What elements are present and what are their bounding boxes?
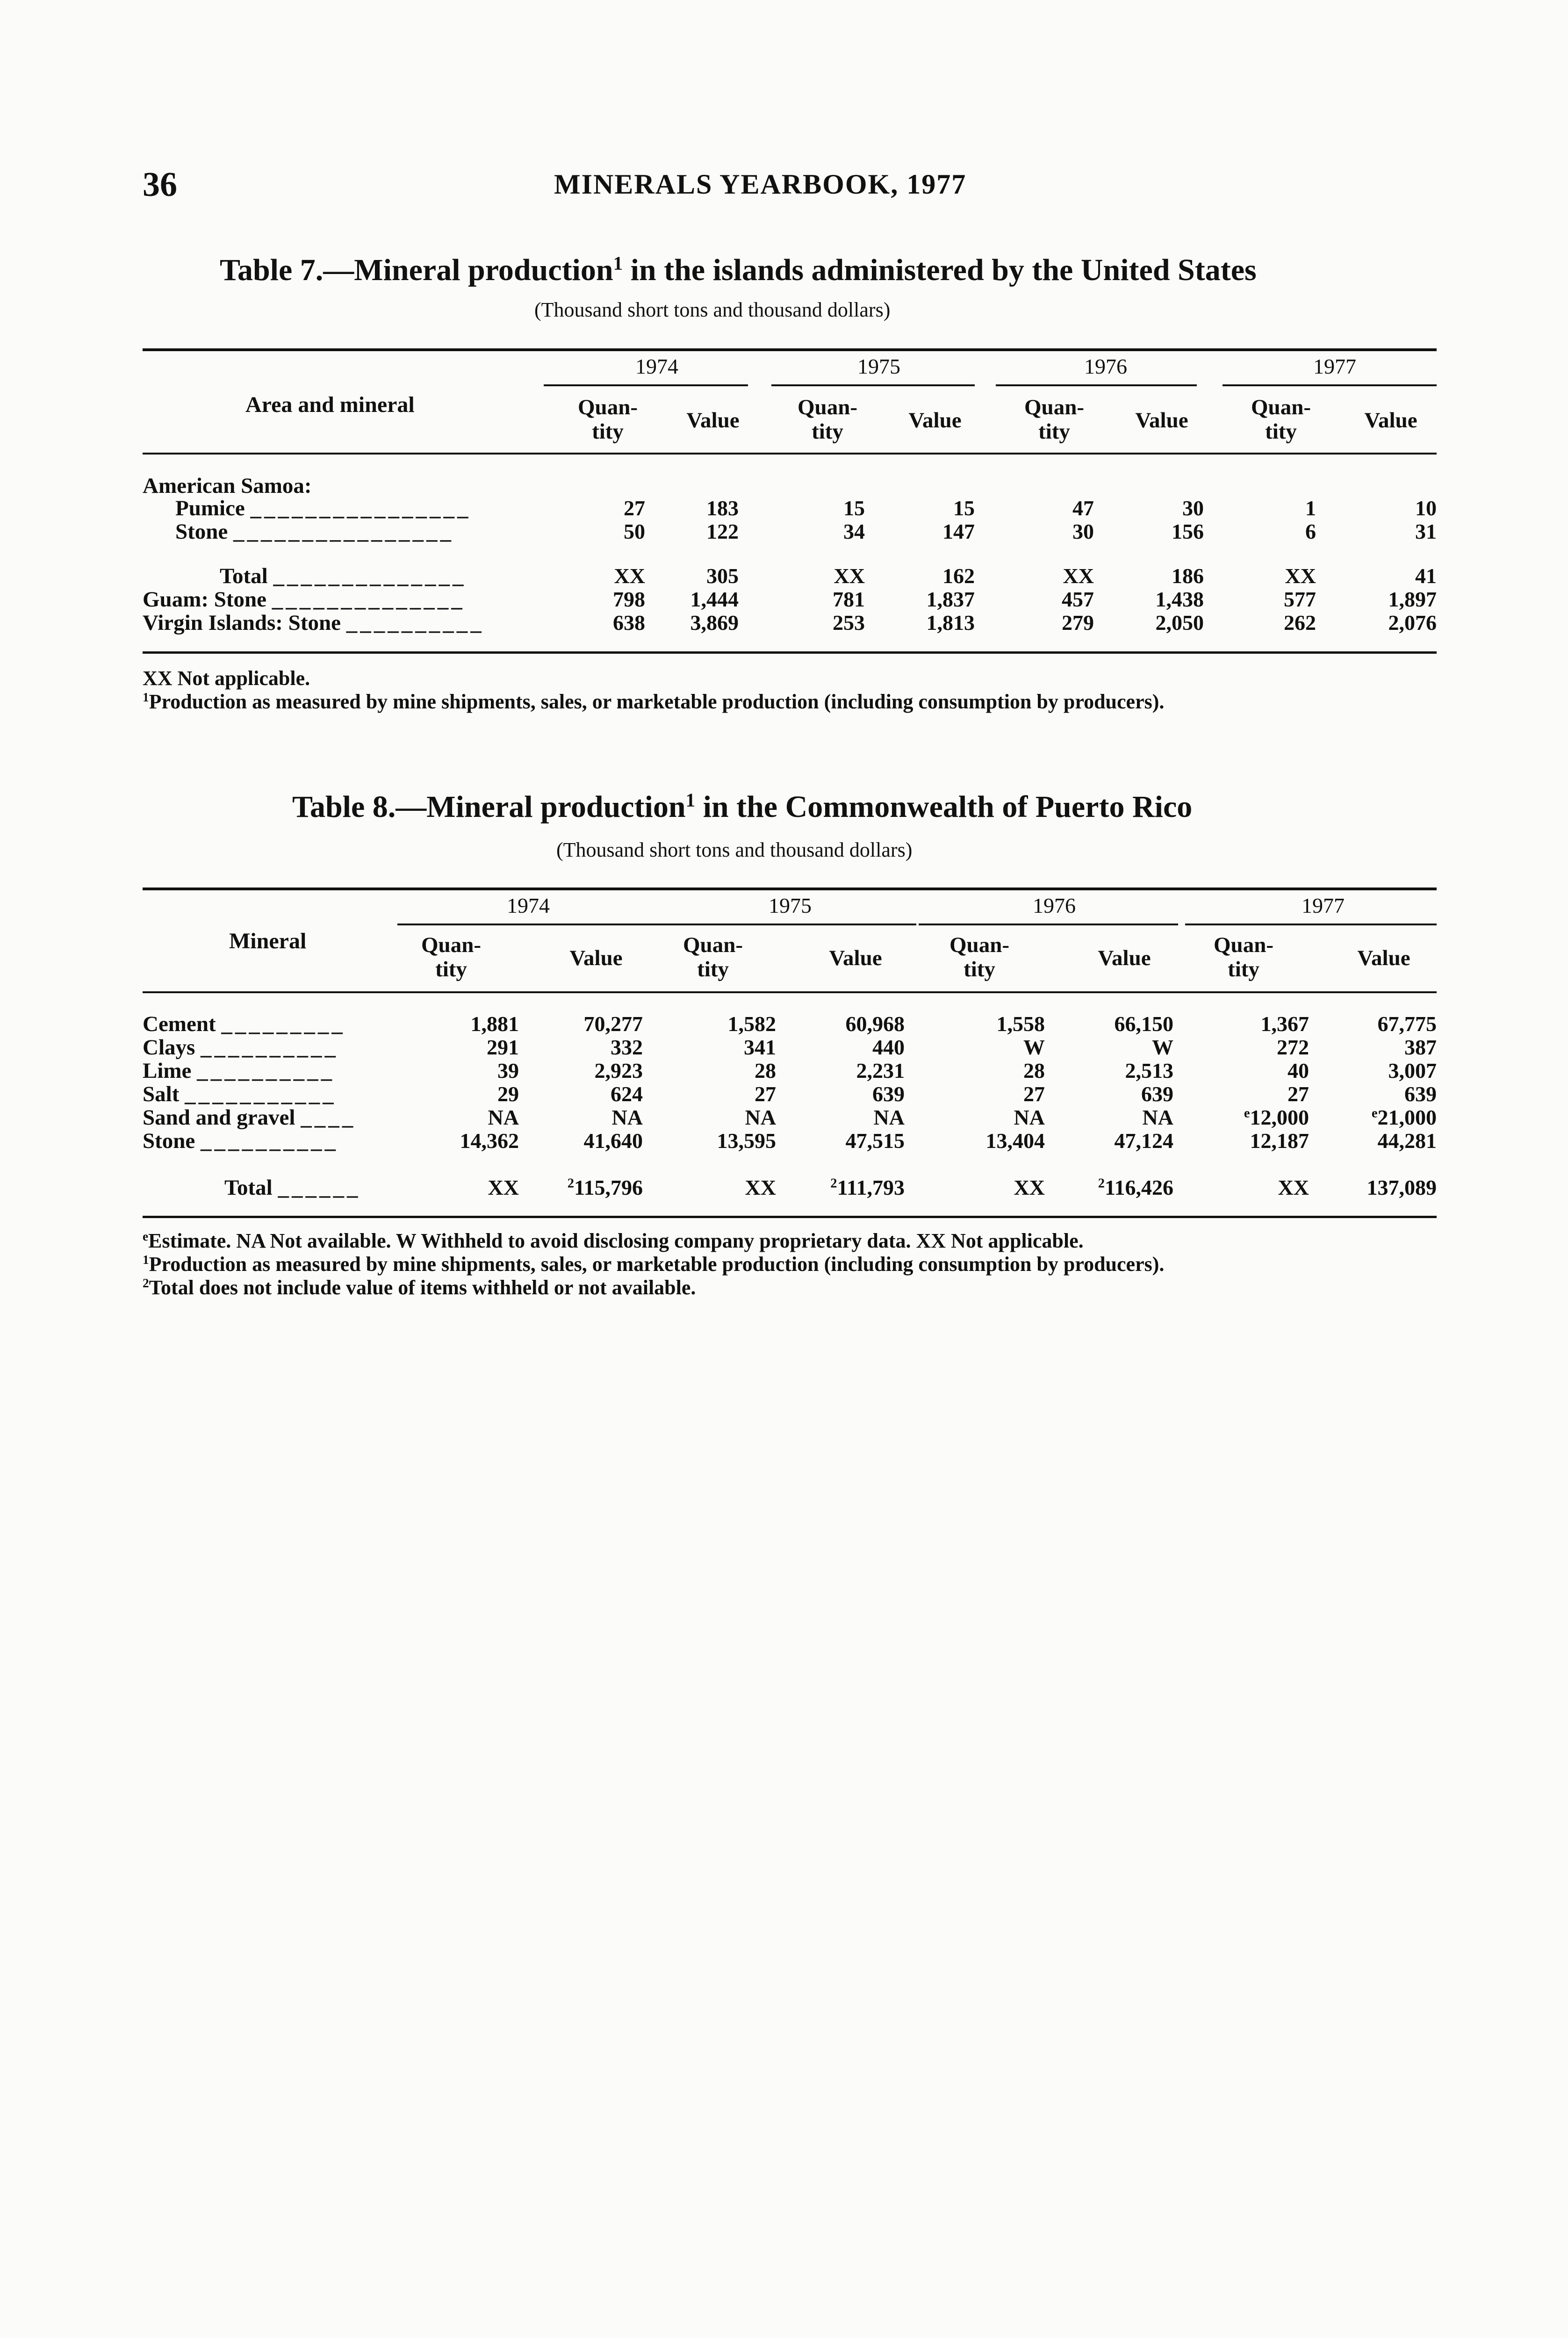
cell-text: 639 bbox=[1141, 1082, 1173, 1106]
table7-title: Table 7.—Mineral production$^1$ in the islands administered by the United States bbox=[220, 253, 1257, 287]
cell-value bbox=[1296, 519, 1437, 544]
cell-value bbox=[764, 1175, 905, 1200]
column-header-value: Value bbox=[1135, 408, 1188, 433]
cell-text: 781 bbox=[833, 587, 865, 611]
column-header-value: Value bbox=[686, 408, 740, 433]
cell-value bbox=[1033, 1175, 1173, 1200]
leader-dots: ____ bbox=[301, 1105, 356, 1130]
cell-quantity bbox=[636, 1128, 776, 1153]
cell-text: 13,404 bbox=[985, 1129, 1045, 1153]
cell-text: 577 bbox=[1284, 587, 1316, 611]
cell-value bbox=[503, 1105, 643, 1130]
cell-value bbox=[503, 1175, 643, 1200]
cell-text: 332 bbox=[611, 1035, 643, 1059]
cell-quantity bbox=[1169, 1175, 1309, 1200]
cell-value bbox=[1296, 1082, 1437, 1106]
table7-year-1976: 1976 bbox=[1084, 354, 1127, 378]
table8-year-rule bbox=[1185, 924, 1437, 925]
table8-bottom-rule bbox=[143, 1216, 1437, 1218]
cell-value bbox=[598, 587, 739, 612]
cell-value bbox=[598, 610, 739, 635]
column-header-quantity: Quan- tity bbox=[683, 933, 743, 981]
cell-text: XX bbox=[1278, 1176, 1309, 1199]
table7-subtitle: (Thousand short tons and thousand dollars) bbox=[534, 298, 891, 321]
cell-text: 3,869 bbox=[690, 611, 739, 635]
cell-value bbox=[503, 1082, 643, 1106]
leader-dots: ________________ bbox=[250, 496, 471, 520]
cell-text: 122 bbox=[706, 520, 739, 543]
table8-year-rule bbox=[919, 924, 1178, 925]
cell-text: 1,367 bbox=[1260, 1012, 1309, 1036]
cell-text: XX bbox=[614, 564, 645, 588]
row-label-text: Sand and gravel bbox=[143, 1105, 295, 1130]
table8-year-1975: 1975 bbox=[769, 894, 812, 917]
column-header-quantity: Quan- tity bbox=[798, 395, 857, 444]
cell-text: 10 bbox=[1415, 496, 1437, 520]
running-head: MINERALS YEARBOOK, 1977 bbox=[554, 169, 967, 200]
cell-quantity bbox=[379, 1175, 519, 1200]
table8-stub-header: Mineral bbox=[229, 929, 307, 953]
cell-text: 12,187 bbox=[1250, 1129, 1309, 1153]
cell-quantity bbox=[636, 1011, 776, 1036]
table8-row-label bbox=[143, 1128, 338, 1154]
cell-text: 31 bbox=[1415, 520, 1437, 543]
table8-title: Table 8.—Mineral production$^1$ in the Commonwealth of Puerto Rico bbox=[292, 789, 1193, 824]
cell-text: 60,968 bbox=[845, 1012, 905, 1036]
cell-quantity bbox=[1169, 1058, 1309, 1083]
column-header-value: Value bbox=[829, 946, 882, 970]
cell-quantity bbox=[636, 1082, 776, 1106]
table7-row-label bbox=[143, 610, 484, 635]
cell-quantity bbox=[636, 1058, 776, 1083]
cell-quantity bbox=[905, 1105, 1045, 1130]
table8-year-1977: 1977 bbox=[1302, 894, 1345, 917]
table8-row-label bbox=[143, 1035, 338, 1060]
table7-year-rule bbox=[1223, 384, 1437, 386]
cell-text: 13,595 bbox=[717, 1129, 776, 1153]
column-header-quantity: Quan- tity bbox=[421, 933, 481, 981]
cell-quantity bbox=[1169, 1011, 1309, 1036]
leader-dots: _________ bbox=[221, 1012, 345, 1036]
table7-year-rule bbox=[771, 384, 975, 386]
cell-quantity bbox=[636, 1175, 776, 1200]
cell-value bbox=[764, 1035, 905, 1060]
table7-row-label bbox=[175, 519, 454, 544]
cell-text: 440 bbox=[872, 1035, 905, 1059]
cell-value bbox=[1033, 1058, 1173, 1083]
cell-text: NA bbox=[1014, 1105, 1045, 1129]
cell-text: 639 bbox=[1404, 1082, 1437, 1106]
cell-text: 39 bbox=[497, 1059, 519, 1082]
row-label-text: Total bbox=[224, 1176, 273, 1200]
leader-dots: __________ bbox=[346, 611, 484, 635]
cell-text: 272 bbox=[1277, 1035, 1309, 1059]
cell-value bbox=[598, 496, 739, 520]
table8-year-1974: 1974 bbox=[507, 894, 550, 917]
cell-value bbox=[598, 519, 739, 544]
cell-text: 2,231 bbox=[856, 1059, 905, 1082]
cell-text: 40 bbox=[1287, 1059, 1309, 1082]
table8-header-rule bbox=[143, 991, 1437, 993]
cell-value bbox=[1296, 1175, 1437, 1200]
cell-quantity bbox=[1169, 1082, 1309, 1106]
cell-text: 1,438 bbox=[1155, 587, 1204, 611]
table8-note-1: $^e$Estimate. NA Not available. W Withheld to avoid disclosing company proprietary data. XX Not applicable. bbox=[143, 1229, 1084, 1252]
cell-quantity bbox=[636, 1105, 776, 1130]
cell-value bbox=[1296, 1128, 1437, 1153]
cell-text: 183 bbox=[706, 496, 739, 520]
cell-quantity bbox=[636, 1035, 776, 1060]
cell-text: 15 bbox=[843, 496, 865, 520]
table8-top-rule bbox=[143, 888, 1437, 890]
cell-text: 341 bbox=[744, 1035, 776, 1059]
cell-quantity bbox=[1169, 1128, 1309, 1153]
cell-text: 2,050 bbox=[1155, 611, 1204, 635]
column-header-quantity: Quan- tity bbox=[1024, 395, 1084, 444]
table8-row-label bbox=[143, 1011, 345, 1037]
table7-year-1977: 1977 bbox=[1313, 354, 1356, 378]
cell-quantity bbox=[905, 1128, 1045, 1153]
cell-text: 798 bbox=[613, 587, 645, 611]
cell-quantity bbox=[379, 1082, 519, 1106]
cell-text: 1,558 bbox=[996, 1012, 1045, 1036]
column-header-quantity: Quan- tity bbox=[578, 395, 638, 444]
column-header-value: Value bbox=[1357, 946, 1410, 970]
row-label-text: Total bbox=[220, 564, 268, 588]
cell-text: 15 bbox=[953, 496, 975, 520]
cell-value bbox=[764, 1058, 905, 1083]
column-header-quantity: Quan- tity bbox=[949, 933, 1009, 981]
leader-dots: ________________ bbox=[233, 520, 454, 544]
cell-value bbox=[598, 563, 739, 588]
cell-value bbox=[1296, 1035, 1437, 1060]
column-header-value: Value bbox=[569, 946, 623, 970]
cell-text: 291 bbox=[487, 1035, 519, 1059]
table8-subtitle: (Thousand short tons and thousand dollars) bbox=[556, 838, 913, 861]
cell-text: 1,897 bbox=[1388, 587, 1437, 611]
cell-text: 30 bbox=[1182, 496, 1204, 520]
cell-text: 638 bbox=[613, 611, 645, 635]
cell-quantity bbox=[1176, 496, 1316, 520]
column-header-value: Value bbox=[908, 408, 962, 433]
table7-bottom-rule bbox=[143, 651, 1437, 654]
cell-quantity bbox=[1176, 587, 1316, 612]
cell-text: 30 bbox=[1072, 520, 1094, 543]
cell-text: 50 bbox=[624, 520, 645, 543]
cell-text: NA bbox=[611, 1105, 643, 1129]
cell-value bbox=[1296, 563, 1437, 588]
row-label-text: Clays bbox=[143, 1035, 195, 1060]
cell-text: 279 bbox=[1062, 611, 1094, 635]
cell-text: 156 bbox=[1172, 520, 1204, 543]
table7-row-label bbox=[220, 563, 467, 589]
cell-text: 70,277 bbox=[583, 1012, 643, 1036]
cell-quantity bbox=[1169, 1035, 1309, 1060]
cell-text: 41 bbox=[1415, 564, 1437, 588]
cell-value bbox=[1296, 610, 1437, 635]
row-label-text: Stone bbox=[175, 520, 228, 544]
table8-row-label bbox=[143, 1058, 335, 1083]
cell-value bbox=[503, 1128, 643, 1153]
cell-value bbox=[503, 1058, 643, 1083]
table7-row-label bbox=[175, 496, 471, 521]
cell-quantity bbox=[905, 1082, 1045, 1106]
row-label-text: Virgin Islands: Stone bbox=[143, 611, 341, 635]
table7-top-rule bbox=[143, 348, 1437, 351]
cell-value bbox=[1296, 1011, 1437, 1036]
cell-text: 29 bbox=[497, 1082, 519, 1106]
table7-note-1: XX Not applicable. bbox=[143, 667, 310, 690]
table7-header-rule bbox=[143, 453, 1437, 455]
cell-text: XX bbox=[1063, 564, 1094, 588]
cell-text: NA bbox=[745, 1105, 776, 1129]
cell-text: 27 bbox=[1023, 1082, 1045, 1106]
leader-dots: __________ bbox=[197, 1059, 335, 1083]
cell-text: W bbox=[1152, 1035, 1173, 1059]
cell-text: 14,362 bbox=[460, 1129, 519, 1153]
leader-dots: __________ bbox=[201, 1035, 339, 1060]
cell-value bbox=[503, 1035, 643, 1060]
table8-note-2: $^1$Production as measured by mine shipments, sales, or marketable production (including consumption by producers). bbox=[143, 1253, 1165, 1276]
page-number: 36 bbox=[143, 166, 177, 204]
cell-text: 2,076 bbox=[1388, 611, 1437, 635]
table7-year-rule bbox=[544, 384, 748, 386]
table8-row-label bbox=[143, 1082, 337, 1107]
column-header-value: Value bbox=[1364, 408, 1417, 433]
leader-dots: __________ bbox=[201, 1129, 339, 1153]
cell-value bbox=[1033, 1035, 1173, 1060]
cell-value bbox=[1033, 1011, 1173, 1036]
cell-text: XX bbox=[488, 1176, 519, 1199]
cell-text: 457 bbox=[1062, 587, 1094, 611]
cell-footnote-mark: e bbox=[1244, 1106, 1250, 1121]
cell-quantity bbox=[379, 1058, 519, 1083]
cell-text: 67,775 bbox=[1377, 1012, 1437, 1036]
cell-quantity bbox=[905, 1175, 1045, 1200]
cell-text: 147 bbox=[942, 520, 975, 543]
cell-value bbox=[1033, 1105, 1173, 1130]
cell-text: 116,426 bbox=[1105, 1176, 1173, 1199]
cell-value bbox=[1296, 496, 1437, 520]
table7-year-rule bbox=[996, 384, 1197, 386]
column-header-value: Value bbox=[1098, 946, 1151, 970]
cell-footnote-mark: 2 bbox=[1098, 1176, 1105, 1191]
cell-text: 253 bbox=[833, 611, 865, 635]
cell-value bbox=[503, 1011, 643, 1036]
row-label-text: Lime bbox=[143, 1059, 192, 1083]
cell-text: 2,923 bbox=[594, 1059, 643, 1082]
leader-dots: ______________ bbox=[273, 564, 467, 588]
cell-text: 41,640 bbox=[583, 1129, 643, 1153]
table8-year-1976: 1976 bbox=[1033, 894, 1076, 917]
table8-note-3: $^2$Total does not include value of items withheld or not available. bbox=[143, 1276, 696, 1299]
cell-text: 1,582 bbox=[727, 1012, 776, 1036]
cell-text: 137,089 bbox=[1367, 1176, 1437, 1199]
table8-row-label bbox=[224, 1175, 361, 1200]
table8-year-rule bbox=[397, 924, 659, 925]
cell-value bbox=[764, 1128, 905, 1153]
cell-value bbox=[1296, 587, 1437, 612]
cell-text: 27 bbox=[755, 1082, 776, 1106]
table7-group-label: American Samoa: bbox=[143, 474, 312, 498]
cell-text: 1,444 bbox=[690, 587, 739, 611]
cell-quantity bbox=[1176, 563, 1316, 588]
cell-text: XX bbox=[1285, 564, 1316, 588]
cell-text: XX bbox=[745, 1176, 776, 1199]
cell-quantity bbox=[379, 1011, 519, 1036]
cell-quantity bbox=[379, 1128, 519, 1153]
cell-quantity bbox=[379, 1105, 519, 1130]
cell-text: 1 bbox=[1305, 496, 1316, 520]
cell-text: 28 bbox=[755, 1059, 776, 1082]
cell-quantity bbox=[905, 1035, 1045, 1060]
table7-year-1974: 1974 bbox=[635, 354, 678, 378]
cell-text: 44,281 bbox=[1377, 1129, 1437, 1153]
cell-text: 66,150 bbox=[1114, 1012, 1173, 1036]
table8-year-rule bbox=[655, 924, 916, 925]
row-label-text: Cement bbox=[143, 1012, 216, 1036]
cell-text: 2,513 bbox=[1125, 1059, 1173, 1082]
cell-quantity bbox=[379, 1035, 519, 1060]
cell-text: 162 bbox=[942, 564, 975, 588]
cell-value bbox=[1296, 1058, 1437, 1083]
row-label-text: Pumice bbox=[175, 496, 245, 520]
row-label-text: Guam: Stone bbox=[143, 587, 267, 612]
cell-footnote-mark: 2 bbox=[567, 1176, 575, 1191]
cell-text: 186 bbox=[1172, 564, 1204, 588]
table7-stub-header: Area and mineral bbox=[245, 392, 415, 417]
cell-footnote-mark: e bbox=[1371, 1106, 1378, 1121]
cell-text: NA bbox=[488, 1105, 519, 1129]
cell-text: 28 bbox=[1023, 1059, 1045, 1082]
table8-row-label bbox=[143, 1105, 356, 1130]
column-header-quantity: Quan- tity bbox=[1251, 395, 1311, 444]
cell-text: 6 bbox=[1305, 520, 1316, 543]
cell-text: 115,796 bbox=[574, 1176, 643, 1199]
cell-value bbox=[1033, 1128, 1173, 1153]
cell-text: 262 bbox=[1284, 611, 1316, 635]
cell-quantity bbox=[905, 1011, 1045, 1036]
cell-text: W bbox=[1023, 1035, 1045, 1059]
cell-text: 111,793 bbox=[837, 1176, 905, 1199]
cell-text: XX bbox=[834, 564, 865, 588]
table7-year-1975: 1975 bbox=[857, 354, 900, 378]
cell-value bbox=[764, 1082, 905, 1106]
column-header-quantity: Quan- tity bbox=[1214, 933, 1273, 981]
cell-quantity bbox=[1176, 610, 1316, 635]
cell-text: 27 bbox=[624, 496, 645, 520]
cell-text: XX bbox=[1014, 1176, 1045, 1199]
cell-value bbox=[1033, 1082, 1173, 1106]
cell-text: 21,000 bbox=[1377, 1105, 1437, 1129]
row-label-text: Stone bbox=[143, 1129, 195, 1153]
table7-row-label bbox=[143, 587, 465, 612]
cell-text: 387 bbox=[1404, 1035, 1437, 1059]
cell-footnote-mark: 2 bbox=[830, 1176, 837, 1191]
cell-text: 47,515 bbox=[845, 1129, 905, 1153]
cell-text: 639 bbox=[872, 1082, 905, 1106]
leader-dots: ___________ bbox=[185, 1082, 337, 1106]
cell-value bbox=[1296, 1105, 1437, 1130]
table7-note-2: $^1$Production as measured by mine shipments, sales, or marketable production (including consumption by producers). bbox=[143, 690, 1165, 713]
cell-value bbox=[764, 1011, 905, 1036]
cell-text: 3,007 bbox=[1388, 1059, 1437, 1082]
cell-text: 47 bbox=[1072, 496, 1094, 520]
cell-value bbox=[764, 1105, 905, 1130]
cell-text: 34 bbox=[843, 520, 865, 543]
cell-quantity bbox=[905, 1058, 1045, 1083]
cell-text: 305 bbox=[706, 564, 739, 588]
cell-text: 1,881 bbox=[470, 1012, 519, 1036]
cell-text: NA bbox=[1142, 1105, 1173, 1129]
cell-text: 1,837 bbox=[926, 587, 975, 611]
row-label-text: Salt bbox=[143, 1082, 180, 1106]
cell-quantity bbox=[1169, 1105, 1309, 1130]
cell-text: NA bbox=[873, 1105, 905, 1129]
cell-text: 1,813 bbox=[926, 611, 975, 635]
cell-text: 27 bbox=[1287, 1082, 1309, 1106]
cell-text: 12,000 bbox=[1250, 1105, 1309, 1129]
leader-dots: ______ bbox=[278, 1176, 361, 1200]
cell-quantity bbox=[1176, 519, 1316, 544]
cell-text: 624 bbox=[611, 1082, 643, 1106]
cell-text: 47,124 bbox=[1114, 1129, 1173, 1153]
leader-dots: ______________ bbox=[272, 587, 465, 612]
